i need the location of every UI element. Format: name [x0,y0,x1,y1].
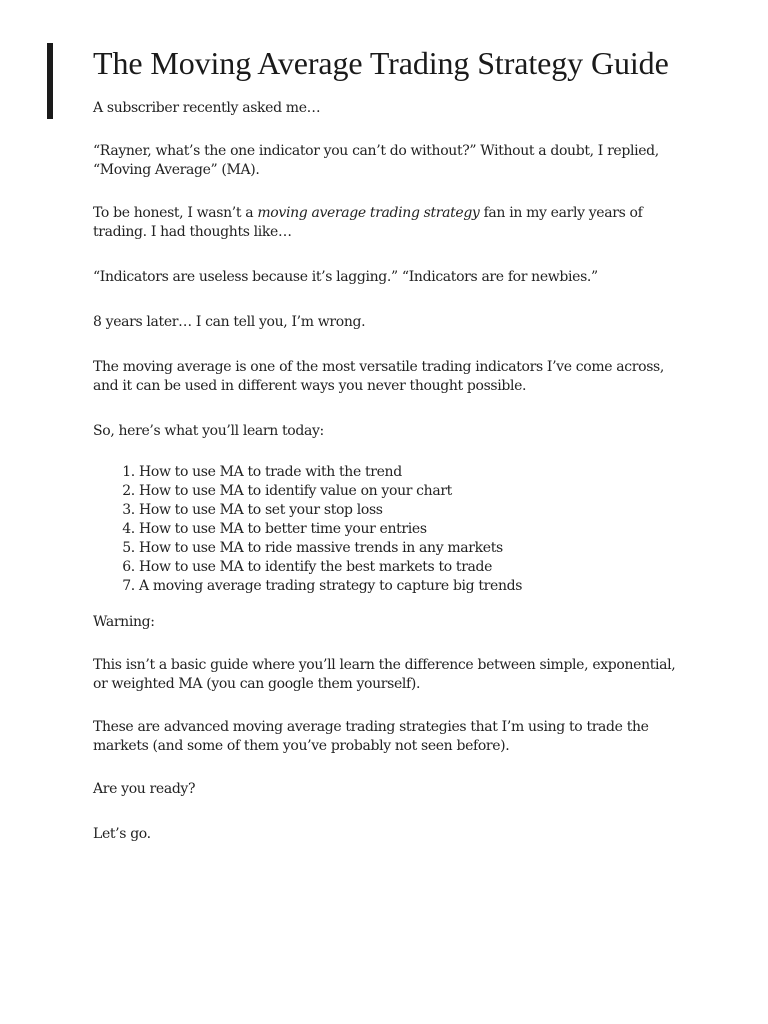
list-item: 6. How to use MA to identify the best markets to trade [139,558,693,577]
versatile-paragraph: The moving average is one of the most versatile trading indicators I’ve come across, and it can be used in different ways you never thought possible. [93,359,664,394]
list-item: 2. How to use MA to identify value on your chart [139,482,693,501]
honest-text-after: fan in my early years of trading. I had thoughts like… [93,205,643,240]
article-title: The Moving Average Trading Strategy Guide [93,45,669,81]
intro-paragraph: A subscriber recently asked me… [93,100,321,116]
thoughts-paragraph: “Indicators are useless because it’s lagging.” “Indicators are for newbies.” [93,269,598,285]
years-later-paragraph: 8 years later… I can tell you, I’m wrong. [93,314,366,330]
article [93,44,693,868]
honest-text-before: To be honest, I wasn’t a [93,205,258,221]
learn-intro-paragraph: So, here’s what you’ll learn today: [93,423,324,439]
list-item: 7. A moving average trading strategy to capture big trends [139,577,693,596]
honest-paragraph [93,204,693,242]
quote-paragraph: “Rayner, what’s the one indicator you can’t do without?” Without a doubt, I replied, “Moving Average” (MA). [93,143,659,178]
list-item: 5. How to use MA to ride massive trends in any markets [139,539,693,558]
learn-list [93,463,693,596]
warning-paragraph: Warning: [93,614,155,630]
advanced-paragraph: These are advanced moving average trading strategies that I’m using to trade the markets (and some of them you’ve probably not seen before). [93,719,649,754]
ready-paragraph: Are you ready? [93,781,196,797]
not-basic-paragraph: This isn’t a basic guide where you’ll learn the difference between simple, exponential, or weighted MA (you can google them yourself). [93,657,676,692]
list-item: 1. How to use MA to trade with the trend [139,463,693,482]
lets-go-paragraph: Let’s go. [93,826,151,842]
honest-emphasis: moving average trading strategy [257,205,480,221]
list-item: 3. How to use MA to set your stop loss [139,501,693,520]
title-accent-bar [47,43,53,119]
list-item: 4. How to use MA to better time your entries [139,520,693,539]
